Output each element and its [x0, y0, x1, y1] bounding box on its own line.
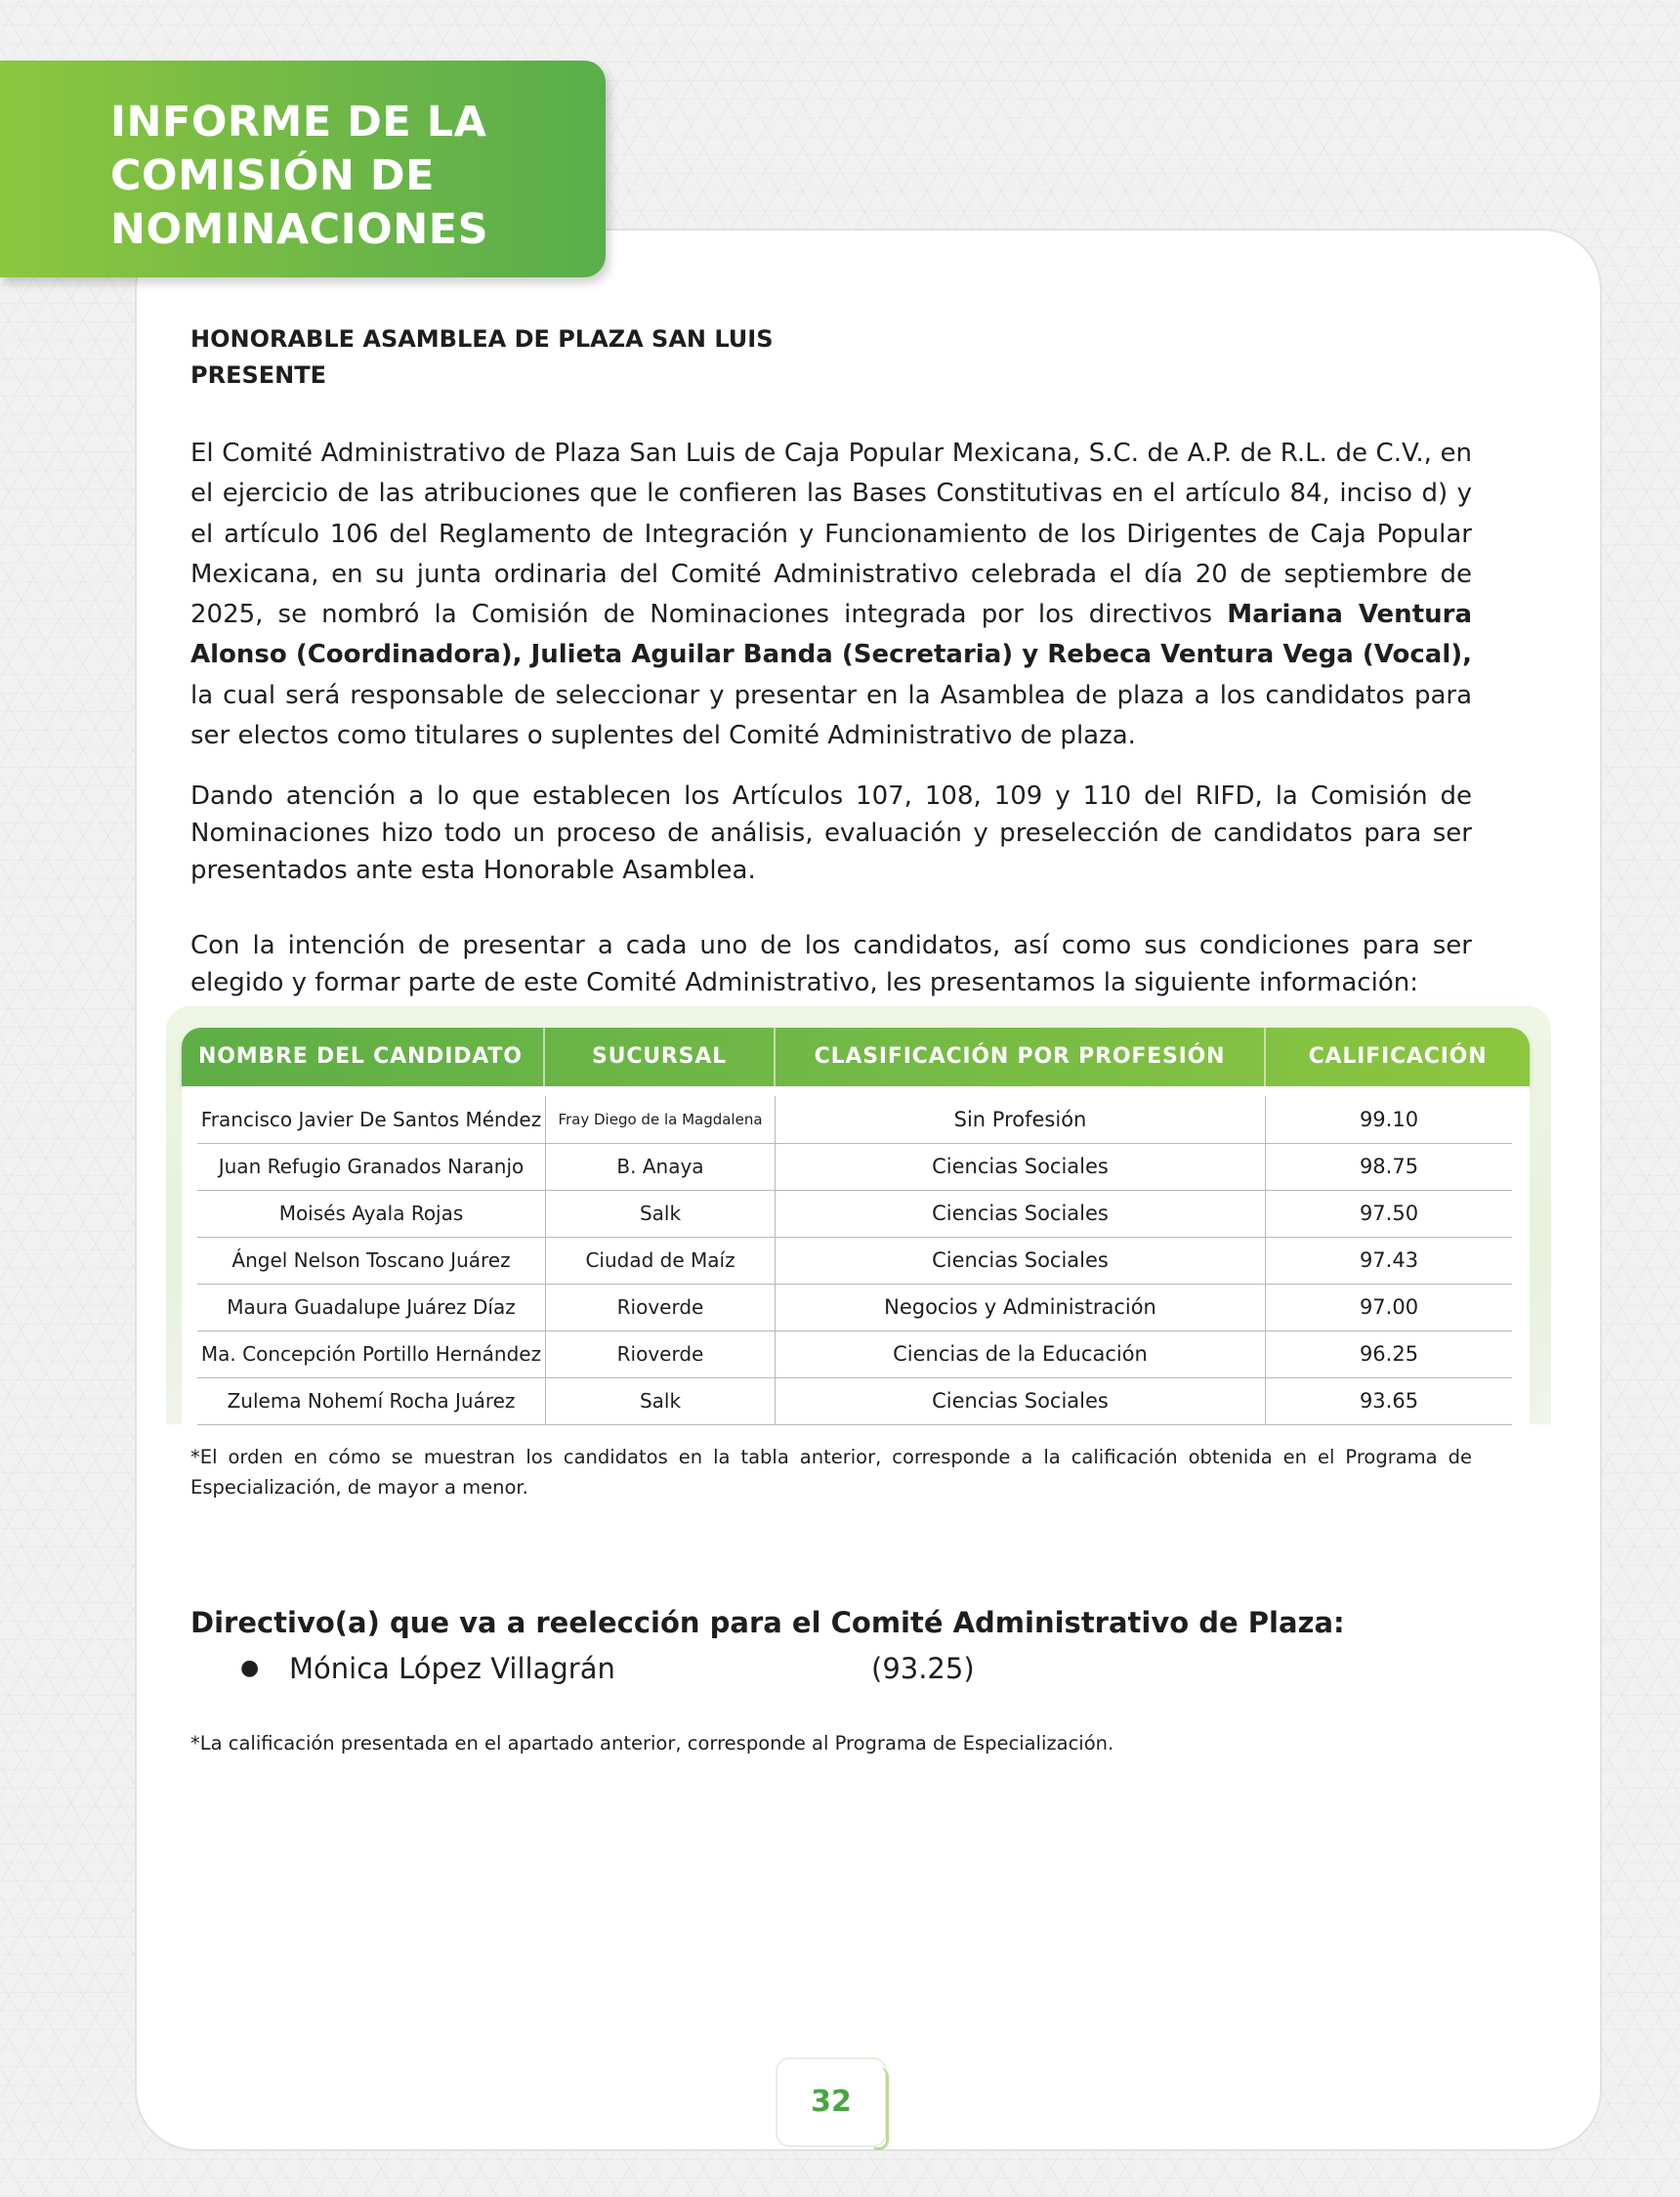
table-row [197, 1143, 1512, 1191]
intro-paragraph [190, 434, 1472, 756]
intro-text-b: la cual será responsable de seleccionar y presentar en la Asamblea de plaza a los candidatos para ser electos como titulares o suplentes del Comité Administrativo de plaza. [190, 680, 1472, 751]
reelection-footnote: *La calificación presentada en el apartado anterior, corresponde al Programa de Especialización. [190, 1732, 1114, 1754]
salutation-line2: PRESENTE [190, 361, 326, 389]
cell-score: 98.75 [1359, 1155, 1419, 1178]
cell-profession: Ciencias Sociales [776, 1377, 1266, 1424]
cell-name: Ángel Nelson Toscano Juárez [231, 1248, 511, 1272]
cell-branch: Rioverde [545, 1331, 776, 1377]
reelection-title: Directivo(a) que va a reelección para el Comité Administrativo de Plaza: [190, 1606, 1345, 1639]
cell-profession: Ciencias Sociales [776, 1190, 1266, 1237]
table-row [197, 1190, 1512, 1238]
salutation-line1: HONORABLE ASAMBLEA DE PLAZA SAN LUIS [190, 325, 774, 353]
column-header-profession: CLASIFICACIÓN POR PROFESIÓN [776, 1028, 1266, 1086]
cell-branch: Rioverde [545, 1284, 776, 1331]
table-row [197, 1331, 1512, 1378]
column-header-score: CALIFICACIÓN [1308, 1044, 1488, 1069]
cell-branch: B. Anaya [545, 1143, 776, 1190]
cell-name: Maura Guadalupe Juárez Díaz [227, 1295, 516, 1319]
cell-name: Juan Refugio Granados Naranjo [218, 1155, 525, 1178]
header-banner [0, 61, 606, 277]
page-number: 32 [811, 2085, 852, 2119]
cell-score: 97.50 [1359, 1202, 1419, 1225]
cell-name: Ma. Concepción Portillo Hernández [200, 1342, 542, 1366]
bullet-icon: ● [240, 1656, 260, 1680]
document-title: INFORME DE LA COMISIÓN DE NOMINACIONES [110, 98, 489, 254]
cell-branch: Salk [545, 1190, 776, 1237]
cell-score: 96.25 [1359, 1342, 1419, 1366]
cell-branch: Fray Diego de la Magdalena [545, 1096, 776, 1143]
reelection-name: Mónica López Villagrán [289, 1652, 615, 1685]
cell-name: Francisco Javier De Santos Méndez [200, 1108, 542, 1131]
column-header-name: NOMBRE DEL CANDIDATO [182, 1028, 545, 1086]
cell-profession: Sin Profesión [776, 1096, 1266, 1143]
table-row [197, 1237, 1512, 1285]
cell-profession: Ciencias Sociales [776, 1143, 1266, 1190]
table-row [197, 1377, 1512, 1425]
cell-branch: Salk [545, 1377, 776, 1424]
cell-name: Zulema Nohemí Rocha Juárez [227, 1389, 516, 1413]
cell-profession: Ciencias Sociales [776, 1237, 1266, 1284]
cell-profession: Negocios y Administración [776, 1284, 1266, 1331]
cell-branch: Ciudad de Maíz [545, 1237, 776, 1284]
page-number-box [776, 2057, 887, 2147]
candidates-table [182, 1086, 1530, 1424]
cell-name: Moisés Ayala Rojas [278, 1202, 464, 1225]
cell-score: 93.65 [1359, 1389, 1419, 1413]
intro-bold-names: Mariana Ventura Alonso (Coordinadora), Julieta Aguilar Banda (Secretaria) y Rebeca Ventura Vega (Vocal), [190, 600, 1472, 670]
cell-score: 99.10 [1359, 1108, 1419, 1131]
presentation-paragraph: Con la intención de presentar a cada uno de los candidatos, así como sus condiciones para ser elegido y formar parte de este Comité Administrativo, les presentamos la siguiente información: [190, 931, 1472, 997]
intro-text-a: El Comité Administrativo de Plaza San Luis de Caja Popular Mexicana, S.C. de A.P. de R.L. de C.V., en el ejercicio de las atribuciones que le confieren las Bases Constitutivas en el artículo 84, inciso d) y el artículo 106 del Reglamento de Integración y Funcionamiento de los Dirigentes de Caja Popular Mexicana, en su junta ordinaria del Comité Administrativo celebrada el día 20 de septiembre de 2025, se nombró la Comisión de Nominaciones integrada por los directivos [190, 439, 1472, 630]
table-row [197, 1096, 1512, 1144]
table-header [182, 1028, 1530, 1086]
salutation [190, 321, 774, 394]
cell-score: 97.00 [1359, 1295, 1419, 1319]
cell-profession: Ciencias de la Educación [776, 1331, 1266, 1377]
table-row [197, 1284, 1512, 1331]
reelection-score: (93.25) [871, 1652, 975, 1685]
table-footnote: *El orden en cómo se muestran los candidatos en la tabla anterior, corresponde a la calificación obtenida en el Programa de Especialización, de mayor a menor. [190, 1446, 1472, 1499]
process-paragraph: Dando atención a lo que establecen los Artículos 107, 108, 109 y 110 del RIFD, la Comisión de Nominaciones hizo todo un proceso de análisis, evaluación y preselección de candidatos para ser presentados ante esta Honorable Asamblea. [190, 782, 1472, 885]
cell-score: 97.43 [1359, 1248, 1419, 1272]
column-header-branch: SUCURSAL [545, 1028, 776, 1086]
